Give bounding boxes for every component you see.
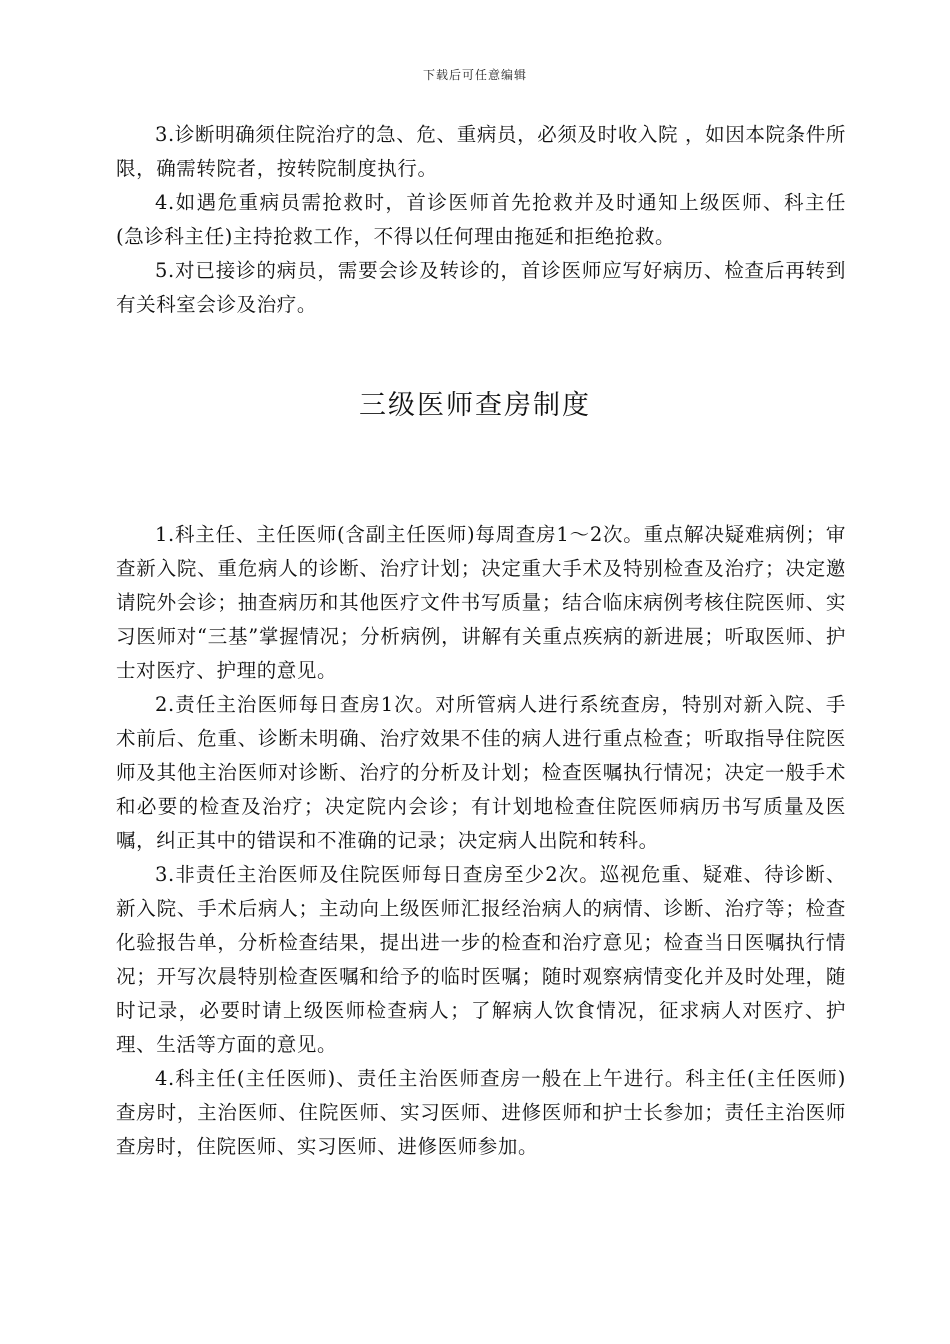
page-header-note: 下载后可任意编辑 [422, 68, 527, 82]
section-body [116, 518, 846, 1164]
section-title: 三级医师查房制度 [359, 390, 591, 421]
paragraph-4: 4.如遇危重病员需抢救时，首诊医师首先抢救并及时通知上级医师、科主任(急诊科主任)主持抢救工作，不得以任何理由拖延和拒绝抢救。 [116, 191, 846, 248]
paragraph-3: 3.诊断明确须住院治疗的急、危、重病员，必须及时收入院 ，如因本院条件所限，确需转院者，按转院制度执行。 [116, 123, 846, 180]
rounds-paragraph-4: 4.科主任(主任医师)、责任主治医师查房一般在上午进行。科主任(主任医师)查房时，主治医师、住院医师、实习医师、进修医师和护士长参加；责任主治医师查房时，住院医师、实习医师、进修医师参加。 [116, 1067, 846, 1158]
intro-text-block [116, 118, 846, 322]
rounds-paragraph-3: 3.非责任主治医师及住院医师每日查房至少2次。巡视危重、疑难、待诊断、新入院、手术后病人；主动向上级医师汇报经治病人的病情、诊断、治疗等；检查化验报告单，分析检查结果，提出进一步的检查和治疗意见；检查当日医嘱执行情况；开写次晨特别检查医嘱和给予的临时医嘱；随时观察病情变化并及时处理，随时记录，必要时请上级医师检查病人；了解病人饮食情况，征求病人对医疗、护理、生活等方面的意见。 [116, 863, 846, 1056]
rounds-paragraph-2: 2.责任主治医师每日查房1次。对所管病人进行系统查房，特别对新入院、手术前后、危重、诊断未明确、治疗效果不佳的病人进行重点检查；听取指导住院医师及其他主治医师对诊断、治疗的分析及计划；检查医嘱执行情况；决定一般手术和必要的检查及治疗；决定院内会诊；有计划地检查住院医师病历书写质量及医嘱，纠正其中的错误和不准确的记录；决定病人出院和转科。 [116, 693, 846, 852]
rounds-paragraph-1: 1.科主任、主任医师(含副主任医师)每周查房1～2次。重点解决疑难病例；审查新入院、重危病人的诊断、治疗计划；决定重大手术及特别检查及治疗；决定邀请院外会诊；抽查病历和其他医疗文件书写质量；结合临床病例考核住院医师、实习医师对“三基”掌握情况；分析病例，讲解有关重点疾病的新进展；听取医师、护士对医疗、护理的意见。 [116, 523, 846, 682]
paragraph-5: 5.对已接诊的病员，需要会诊及转诊的，首诊医师应写好病历、检查后再转到有关科室会诊及治疗。 [116, 259, 846, 316]
